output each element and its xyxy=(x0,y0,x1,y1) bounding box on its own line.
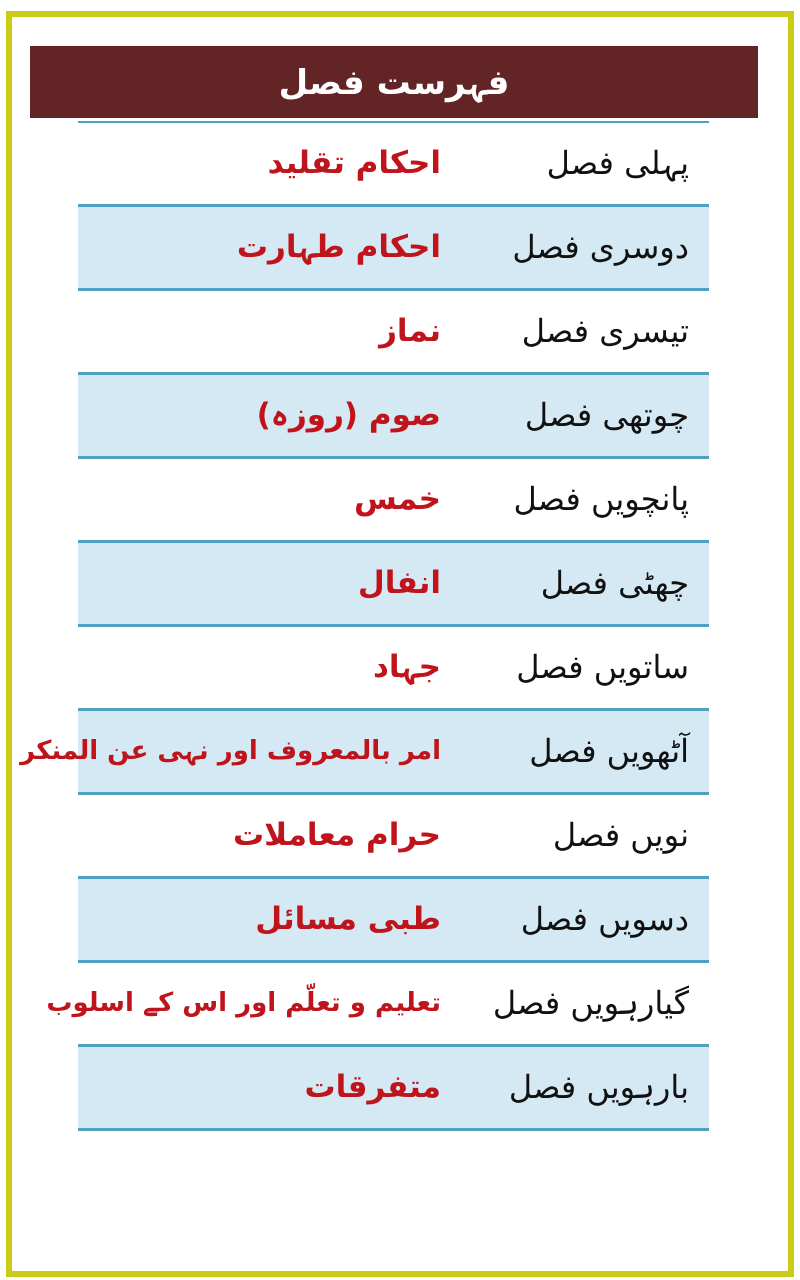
chapter-row-6[interactable] xyxy=(78,543,709,627)
chapter-row-7[interactable] xyxy=(78,627,709,711)
chapter-label: گیارہویں فصل xyxy=(492,984,689,1022)
chapter-label: نویں فصل xyxy=(552,816,689,854)
page-title: فہرست فصل xyxy=(278,62,510,103)
chapter-label: تیسری فصل xyxy=(521,312,689,350)
chapter-title[interactable]: جہاد xyxy=(372,649,441,685)
chapter-row-3[interactable] xyxy=(78,291,709,375)
chapter-title[interactable]: متفرقات xyxy=(304,1069,441,1105)
chapter-title[interactable]: صوم (روزہ) xyxy=(256,397,441,433)
chapter-row-5[interactable] xyxy=(78,459,709,543)
chapter-label: دوسری فصل xyxy=(512,228,689,266)
chapter-title[interactable]: نماز xyxy=(379,313,441,349)
chapter-label: پانچویں فصل xyxy=(513,480,689,518)
chapter-title[interactable]: خمس xyxy=(354,481,441,517)
chapter-row-9[interactable] xyxy=(78,795,709,879)
chapter-title[interactable]: طبی مسائل xyxy=(255,901,441,937)
chapter-row-8[interactable] xyxy=(20,711,709,795)
chapter-row-4[interactable] xyxy=(78,375,709,459)
chapter-label: بارہویں فصل xyxy=(508,1068,689,1106)
chapter-label: ساتویں فصل xyxy=(516,648,689,686)
chapter-row-10[interactable] xyxy=(78,879,709,963)
chapter-label: چوتھی فصل xyxy=(524,396,689,434)
chapter-title[interactable]: امر بالمعروف اور نہی عن المنکر xyxy=(20,736,441,766)
chapter-row-12[interactable] xyxy=(78,1047,709,1131)
chapter-label: آٹھویں فصل xyxy=(529,732,689,770)
chapter-title[interactable]: انفال xyxy=(357,565,441,601)
chapter-label: پہلی فصل xyxy=(546,144,689,182)
chapter-title[interactable]: احکام تقلید xyxy=(267,145,441,181)
chapter-title[interactable]: احکام طہارت xyxy=(236,229,441,265)
chapter-label: چھٹی فصل xyxy=(540,564,689,602)
header-banner xyxy=(30,46,758,118)
chapter-row-11[interactable] xyxy=(46,963,709,1047)
chapter-list xyxy=(20,121,709,1131)
chapter-row-2[interactable] xyxy=(78,207,709,291)
chapter-label: دسویں فصل xyxy=(520,900,689,938)
chapter-row-1[interactable] xyxy=(78,123,709,207)
chapter-title[interactable]: حرام معاملات xyxy=(233,817,441,853)
chapter-title[interactable]: تعلیم و تعلّم اور اس کے اسلوب xyxy=(46,988,441,1018)
